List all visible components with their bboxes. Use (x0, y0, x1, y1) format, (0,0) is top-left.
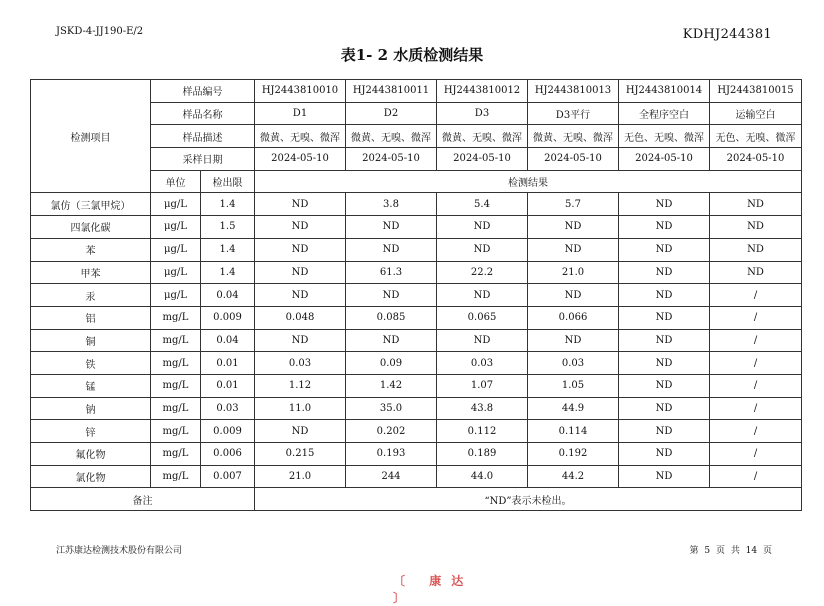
result-cell: / (710, 397, 802, 420)
result-cell: 0.066 (528, 306, 619, 329)
result-cell: ND (437, 216, 528, 239)
result-cell: ND (437, 329, 528, 352)
item-header: 检测项目 (31, 80, 151, 193)
meta-value: HJ2443810014 (619, 80, 710, 103)
meta-value: HJ2443810010 (255, 80, 346, 103)
table-row (31, 238, 802, 261)
meta-value: 2024-05-10 (346, 148, 437, 171)
meta-value: D1 (255, 102, 346, 125)
result-cell: 44.0 (437, 465, 528, 488)
table-row (31, 465, 802, 488)
meta-value: HJ2443810011 (346, 80, 437, 103)
result-cell: ND (437, 238, 528, 261)
result-cell: 1.12 (255, 374, 346, 397)
test-item: 氯仿（三氯甲烷） (31, 193, 151, 216)
result-cell: ND (528, 329, 619, 352)
result-cell: ND (619, 284, 710, 307)
result-cell: 21.0 (255, 465, 346, 488)
test-item: 铁 (31, 352, 151, 375)
result-cell: ND (255, 193, 346, 216)
unit-cell: mg/L (151, 397, 201, 420)
test-item: 铜 (31, 329, 151, 352)
meta-value: 无色、无嗅、微浑 (619, 125, 710, 148)
result-cell: ND (255, 284, 346, 307)
detection-limit-cell: 0.01 (201, 374, 255, 397)
unit-cell: mg/L (151, 306, 201, 329)
result-cell: ND (619, 329, 710, 352)
test-item: 锌 (31, 420, 151, 443)
test-item: 四氯化碳 (31, 216, 151, 239)
detection-limit-cell: 1.4 (201, 238, 255, 261)
result-cell: 0.112 (437, 420, 528, 443)
result-cell: ND (255, 238, 346, 261)
table-row (31, 352, 802, 375)
test-item: 汞 (31, 284, 151, 307)
result-cell: 244 (346, 465, 437, 488)
meta-label: 采样日期 (151, 148, 255, 171)
meta-value: 运输空白 (710, 102, 802, 125)
result-cell: 21.0 (528, 261, 619, 284)
detection-limit-cell: 0.006 (201, 443, 255, 466)
meta-value: HJ2443810012 (437, 80, 528, 103)
result-cell: ND (346, 216, 437, 239)
table-row (31, 397, 802, 420)
meta-value: 全程序空白 (619, 102, 710, 125)
result-cell: ND (528, 216, 619, 239)
meta-value: 微黄、无嗅、微浑 (255, 125, 346, 148)
result-cell: / (710, 374, 802, 397)
result-cell: 0.215 (255, 443, 346, 466)
meta-value: D2 (346, 102, 437, 125)
result-cell: / (710, 352, 802, 375)
table-body (31, 80, 802, 511)
meta-value: 微黄、无嗅、微浑 (528, 125, 619, 148)
meta-value: D3 (437, 102, 528, 125)
result-cell: 0.114 (528, 420, 619, 443)
detection-limit-cell: 0.007 (201, 465, 255, 488)
result-cell: ND (255, 216, 346, 239)
table-row (31, 216, 802, 239)
result-cell: 3.8 (346, 193, 437, 216)
result-cell: ND (255, 329, 346, 352)
table-row (31, 306, 802, 329)
result-cell: ND (619, 420, 710, 443)
result-cell: 44.2 (528, 465, 619, 488)
result-cell: ND (619, 352, 710, 375)
result-cell: ND (255, 420, 346, 443)
result-cell: ND (437, 284, 528, 307)
result-cell: ND (346, 284, 437, 307)
detection-limit-cell: 0.009 (201, 420, 255, 443)
test-item: 苯 (31, 238, 151, 261)
meta-label: 样品名称 (151, 102, 255, 125)
result-cell: / (710, 443, 802, 466)
result-cell: 0.065 (437, 306, 528, 329)
unit-cell: μg/L (151, 193, 201, 216)
unit-cell: mg/L (151, 329, 201, 352)
table-row (31, 443, 802, 466)
report-number: KDHJ244381 (682, 27, 772, 42)
test-item: 钠 (31, 397, 151, 420)
detection-limit-cell: 1.4 (201, 193, 255, 216)
result-cell: 11.0 (255, 397, 346, 420)
result-cell: ND (619, 374, 710, 397)
remark-text: “ND”表示未检出。 (255, 488, 802, 511)
unit-header: 单位 (151, 170, 201, 193)
meta-value: 2024-05-10 (255, 148, 346, 171)
unit-cell: mg/L (151, 352, 201, 375)
result-cell: / (710, 284, 802, 307)
result-cell: / (710, 465, 802, 488)
meta-row (31, 80, 802, 103)
result-cell: 0.048 (255, 306, 346, 329)
detection-limit-cell: 1.5 (201, 216, 255, 239)
table-row (31, 420, 802, 443)
result-cell: ND (619, 193, 710, 216)
results-header: 检测结果 (255, 170, 802, 193)
result-cell: ND (528, 284, 619, 307)
result-cell: 0.202 (346, 420, 437, 443)
table-row (31, 284, 802, 307)
test-item: 铝 (31, 306, 151, 329)
result-cell: 1.05 (528, 374, 619, 397)
result-cell: 1.07 (437, 374, 528, 397)
test-item: 甲苯 (31, 261, 151, 284)
detection-limit-cell: 0.03 (201, 397, 255, 420)
result-cell: ND (710, 193, 802, 216)
unit-cell: μg/L (151, 216, 201, 239)
result-cell: 0.189 (437, 443, 528, 466)
result-cell: 1.42 (346, 374, 437, 397)
result-cell: / (710, 420, 802, 443)
result-cell: 43.8 (437, 397, 528, 420)
result-cell: ND (619, 261, 710, 284)
test-item: 氯化物 (31, 465, 151, 488)
result-cell: 0.193 (346, 443, 437, 466)
result-cell: 0.085 (346, 306, 437, 329)
result-cell: ND (619, 397, 710, 420)
footer-company: 江苏康达检测技术股份有限公司 (56, 546, 183, 556)
result-cell: 0.09 (346, 352, 437, 375)
detection-limit-cell: 0.04 (201, 329, 255, 352)
meta-value: 微黄、无嗅、微浑 (437, 125, 528, 148)
detection-limit-cell: 0.04 (201, 284, 255, 307)
result-cell: ND (619, 443, 710, 466)
meta-value: 2024-05-10 (437, 148, 528, 171)
table-row (31, 329, 802, 352)
result-cell: 5.7 (528, 193, 619, 216)
unit-cell: μg/L (151, 238, 201, 261)
table-row (31, 374, 802, 397)
result-cell: ND (710, 216, 802, 239)
detection-limit-header: 检出限 (201, 170, 255, 193)
unit-cell: mg/L (151, 420, 201, 443)
unit-cell: μg/L (151, 261, 201, 284)
result-cell: / (710, 329, 802, 352)
table-row (31, 193, 802, 216)
result-cell: 22.2 (437, 261, 528, 284)
document-code: JSKD-4-JJ190-E/2 (56, 26, 144, 37)
remark-row (31, 488, 802, 511)
result-cell: ND (255, 261, 346, 284)
result-cell: 0.192 (528, 443, 619, 466)
test-item: 锰 (31, 374, 151, 397)
unit-cell: mg/L (151, 374, 201, 397)
meta-value: 2024-05-10 (528, 148, 619, 171)
result-cell: ND (619, 306, 710, 329)
result-cell: 5.4 (437, 193, 528, 216)
result-cell: ND (710, 261, 802, 284)
meta-label: 样品描述 (151, 125, 255, 148)
meta-value: 微黄、无嗅、微浑 (346, 125, 437, 148)
unit-cell: mg/L (151, 465, 201, 488)
meta-value: 2024-05-10 (619, 148, 710, 171)
result-cell: ND (619, 238, 710, 261)
result-cell: ND (619, 216, 710, 239)
result-cell: ND (619, 465, 710, 488)
unit-cell: mg/L (151, 443, 201, 466)
water-quality-results-table (30, 79, 802, 511)
result-cell: 44.9 (528, 397, 619, 420)
meta-value: HJ2443810013 (528, 80, 619, 103)
result-cell: 61.3 (346, 261, 437, 284)
meta-value: HJ2443810015 (710, 80, 802, 103)
detection-limit-cell: 1.4 (201, 261, 255, 284)
test-item: 氟化物 (31, 443, 151, 466)
meta-value: 2024-05-10 (710, 148, 802, 171)
remark-label: 备注 (31, 488, 255, 511)
company-seal: 〔 康达 〕 (393, 574, 474, 605)
meta-value: D3平行 (528, 102, 619, 125)
result-cell: ND (346, 329, 437, 352)
detection-limit-cell: 0.01 (201, 352, 255, 375)
result-cell: ND (528, 238, 619, 261)
result-cell: 0.03 (437, 352, 528, 375)
footer-page-number: 第 5 页 共 14 页 (689, 546, 772, 556)
result-cell: 0.03 (528, 352, 619, 375)
meta-label: 样品编号 (151, 80, 255, 103)
unit-cell: μg/L (151, 284, 201, 307)
detection-limit-cell: 0.009 (201, 306, 255, 329)
result-cell: 0.03 (255, 352, 346, 375)
table-title: 表1- 2 水质检测结果 (340, 46, 484, 64)
meta-value: 无色、无嗅、微浑 (710, 125, 802, 148)
result-cell: 35.0 (346, 397, 437, 420)
table-row (31, 261, 802, 284)
result-cell: / (710, 306, 802, 329)
result-cell: ND (346, 238, 437, 261)
result-cell: ND (710, 238, 802, 261)
